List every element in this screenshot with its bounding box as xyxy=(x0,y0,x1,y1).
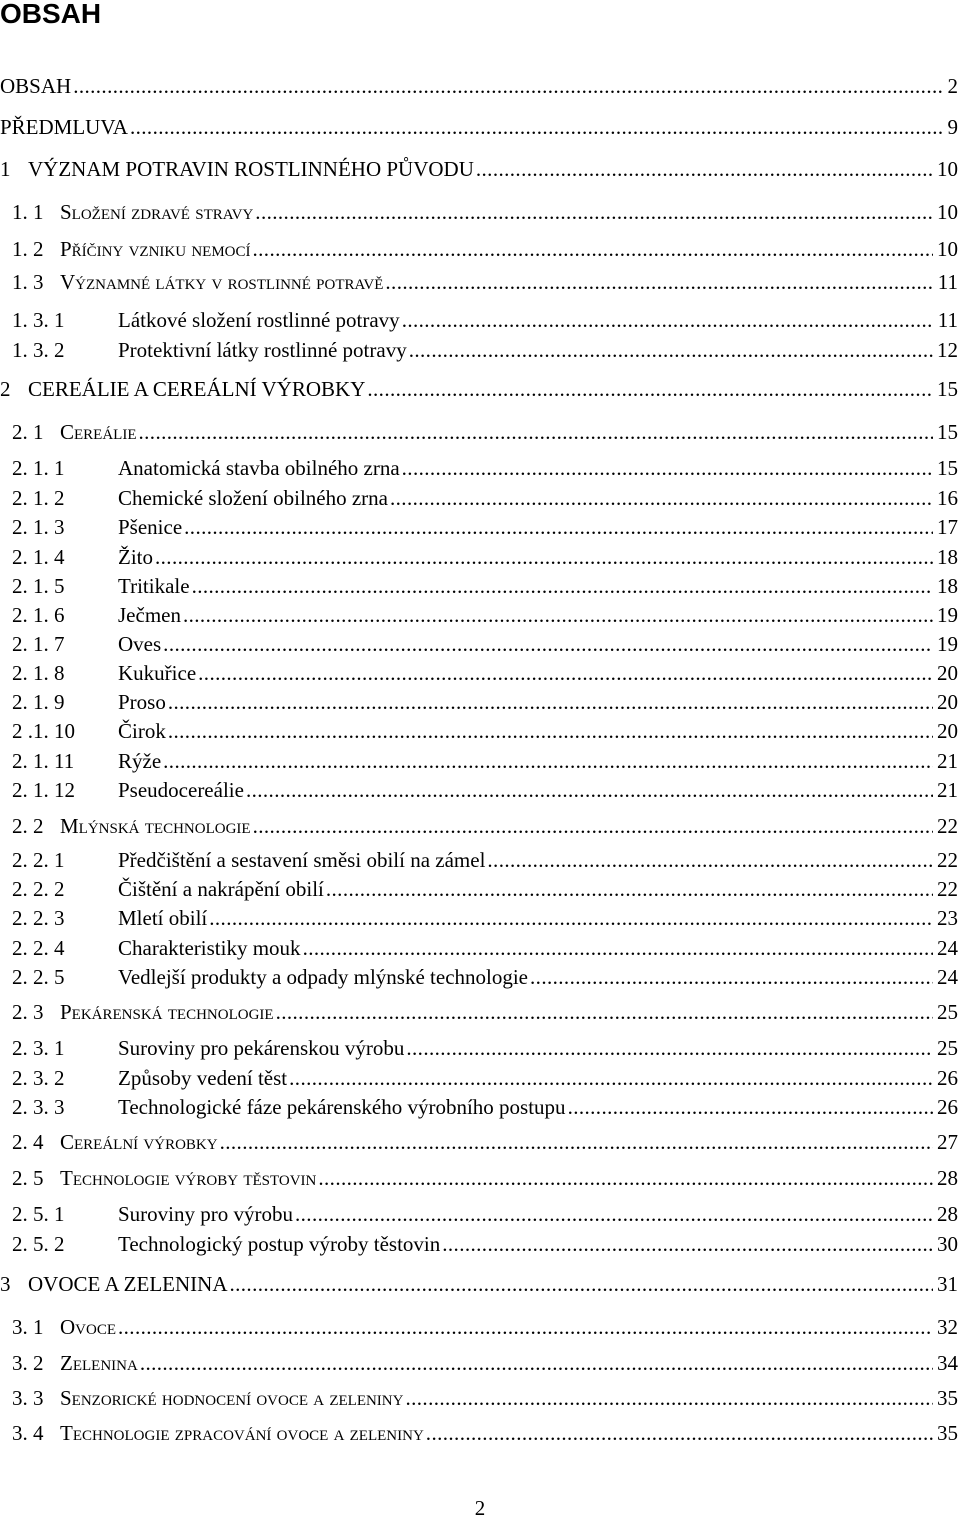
toc-dot-leader xyxy=(192,572,933,600)
toc-entry-number: 2. 1. 1 xyxy=(12,454,118,482)
toc-entry-page: 19 xyxy=(937,630,960,658)
toc-entry-title: VÝZNAM POTRAVIN ROSTLINNÉHO PŮVODU xyxy=(28,155,474,183)
toc-entry-title: Technologie výroby těstovin xyxy=(60,1164,316,1192)
toc-entry-number: 2. 5. 1 xyxy=(12,1200,118,1228)
toc-dot-leader xyxy=(183,601,933,629)
toc-entry-page: 20 xyxy=(937,659,960,687)
toc-entry-number: 2. 1. 8 xyxy=(12,659,118,687)
toc-entry[interactable] xyxy=(12,572,960,600)
toc-entry-number: 1. 3 xyxy=(12,268,60,296)
toc-dot-leader xyxy=(253,812,933,840)
toc-entry[interactable] xyxy=(0,113,960,141)
toc-entry-number: 2. 2. 2 xyxy=(12,875,118,903)
toc-entry[interactable] xyxy=(12,998,960,1026)
toc-entry[interactable] xyxy=(12,601,960,629)
toc-entry-number: 2. 1. 5 xyxy=(12,572,118,600)
toc-entry-page: 35 xyxy=(937,1419,960,1447)
toc-entry-title: Cereálie xyxy=(60,418,137,446)
toc-entry[interactable] xyxy=(12,484,960,512)
toc-dot-leader xyxy=(255,198,933,226)
toc-entry-title: Čištění a nakrápění obilí xyxy=(118,875,324,903)
toc-entry-number: 2. 3. 1 xyxy=(12,1034,118,1062)
toc-entry-page: 22 xyxy=(937,812,960,840)
toc-dot-leader xyxy=(568,1093,933,1121)
toc-dot-leader xyxy=(405,1384,933,1412)
toc-entry-title: PŘEDMLUVA xyxy=(0,113,128,141)
toc-dot-leader xyxy=(229,1270,933,1298)
toc-entry[interactable] xyxy=(12,904,960,932)
toc-dot-leader xyxy=(118,1313,933,1341)
toc-dot-leader xyxy=(163,630,933,658)
toc-dot-leader xyxy=(295,1200,933,1228)
toc-entry[interactable] xyxy=(12,1093,960,1121)
toc-entry[interactable] xyxy=(12,846,960,874)
toc-dot-leader xyxy=(198,659,933,687)
toc-dot-leader xyxy=(406,1034,933,1062)
toc-entry-number: 2. 1 xyxy=(12,418,60,446)
toc-entry[interactable] xyxy=(12,268,960,296)
toc-entry[interactable] xyxy=(12,1230,960,1258)
toc-entry-number: 2. 2 xyxy=(12,812,60,840)
toc-entry-number: 3 xyxy=(0,1270,28,1298)
toc-dot-leader xyxy=(385,268,933,296)
toc-entry[interactable] xyxy=(12,659,960,687)
toc-entry-page: 10 xyxy=(937,198,960,226)
toc-entry[interactable] xyxy=(12,1064,960,1092)
toc-dot-leader xyxy=(289,1064,933,1092)
toc-entry[interactable] xyxy=(12,1128,960,1156)
toc-dot-leader xyxy=(276,998,933,1026)
toc-entry[interactable] xyxy=(12,1419,960,1447)
toc-entry-page: 11 xyxy=(938,306,960,334)
toc-dot-leader xyxy=(140,1349,933,1377)
toc-dot-leader xyxy=(163,747,933,775)
toc-entry-title: Technologické fáze pekárenského výrobního postupu xyxy=(118,1093,566,1121)
toc-dot-leader xyxy=(326,875,933,903)
toc-entry-number: 2. 5 xyxy=(12,1164,60,1192)
toc-entry-title: Charakteristiky mouk xyxy=(118,934,301,962)
toc-entry-title: Technologie zpracování ovoce a zeleniny xyxy=(60,1419,424,1447)
toc-dot-leader xyxy=(73,72,943,100)
toc-entry-title: Suroviny pro výrobu xyxy=(118,1200,293,1228)
toc-entry-number: 2 xyxy=(0,375,28,403)
toc-entry-number: 2. 5. 2 xyxy=(12,1230,118,1258)
toc-entry-number: 2. 2. 3 xyxy=(12,904,118,932)
toc-entry-page: 20 xyxy=(937,688,960,716)
toc-entry-number: 1. 3. 1 xyxy=(12,306,118,334)
toc-entry-number: 3. 1 xyxy=(12,1313,60,1341)
toc-entry-number: 1 xyxy=(0,155,28,183)
toc-entry[interactable] xyxy=(12,543,960,571)
toc-dot-leader xyxy=(402,306,934,334)
toc-entry-number: 2 .1. 10 xyxy=(12,717,118,745)
toc-entry-page: 15 xyxy=(937,418,960,446)
toc-entry-title: Protektivní látky rostlinné potravy xyxy=(118,336,407,364)
toc-entry-title: Příčiny vzniku nemocí xyxy=(60,235,251,263)
toc-dot-leader xyxy=(246,776,933,804)
toc-dot-leader xyxy=(303,934,933,962)
toc-entry-title: Významné látky v rostlinné potravě xyxy=(60,268,383,296)
toc-entry-page: 35 xyxy=(937,1384,960,1412)
toc-entry[interactable] xyxy=(12,198,960,226)
toc-entry-number: 2. 2. 5 xyxy=(12,963,118,991)
toc-entry-number: 3. 4 xyxy=(12,1419,60,1447)
toc-entry[interactable] xyxy=(12,1349,960,1377)
toc-dot-leader xyxy=(168,717,933,745)
toc-entry-title: Čirok xyxy=(118,717,166,745)
toc-entry-page: 18 xyxy=(937,543,960,571)
toc-entry-title: Pekárenská technologie xyxy=(60,998,274,1026)
toc-entry-title: Mlýnská technologie xyxy=(60,812,251,840)
toc-entry-number: 2. 1. 11 xyxy=(12,747,118,775)
toc-dot-leader xyxy=(402,454,933,482)
toc-entry-title: Cereální výrobky xyxy=(60,1128,218,1156)
toc-entry-number: 3. 2 xyxy=(12,1349,60,1377)
toc-entry-number: 2. 1. 12 xyxy=(12,776,118,804)
toc-entry-title: Zelenina xyxy=(60,1349,138,1377)
toc-entry-title: Ječmen xyxy=(118,601,181,629)
toc-entry-number: 2. 2. 4 xyxy=(12,934,118,962)
toc-entry-number: 1. 3. 2 xyxy=(12,336,118,364)
toc-entry-title: Rýže xyxy=(118,747,161,775)
toc-entry-page: 20 xyxy=(937,717,960,745)
toc-entry-page: 10 xyxy=(937,235,960,263)
toc-dot-leader xyxy=(318,1164,933,1192)
toc-entry[interactable] xyxy=(12,336,960,364)
toc-entry[interactable] xyxy=(12,1200,960,1228)
toc-entry[interactable] xyxy=(12,1384,960,1412)
toc-entry-page: 31 xyxy=(937,1270,960,1298)
toc-entry-number: 2. 3. 2 xyxy=(12,1064,118,1092)
toc-entry-number: 2. 1. 9 xyxy=(12,688,118,716)
toc-entry-number: 1. 1 xyxy=(12,198,60,226)
toc-entry[interactable] xyxy=(0,72,960,100)
toc-entry-title: Látkové složení rostlinné potravy xyxy=(118,306,400,334)
toc-entry-number: 2. 1. 6 xyxy=(12,601,118,629)
toc-entry-number: 2. 3 xyxy=(12,998,60,1026)
toc-entry[interactable] xyxy=(12,454,960,482)
toc-entry-page: 26 xyxy=(937,1093,960,1121)
toc-entry-title: Složení zdravé stravy xyxy=(60,198,253,226)
toc-entry[interactable] xyxy=(12,963,960,991)
toc-dot-leader xyxy=(409,336,933,364)
toc-entry-title: Pseudocereálie xyxy=(118,776,244,804)
toc-dot-leader xyxy=(155,543,933,571)
toc-entry[interactable] xyxy=(12,776,960,804)
toc-entry[interactable] xyxy=(12,418,960,446)
toc-entry-page: 10 xyxy=(937,155,960,183)
page-heading: OBSAH xyxy=(0,0,101,32)
toc-dot-leader xyxy=(209,904,933,932)
toc-dot-leader xyxy=(487,846,933,874)
toc-dot-leader xyxy=(476,155,933,183)
toc-entry-number: 2. 2. 1 xyxy=(12,846,118,874)
toc-entry[interactable] xyxy=(12,306,960,334)
toc-entry[interactable] xyxy=(12,1034,960,1062)
toc-entry-title: Oves xyxy=(118,630,161,658)
toc-entry[interactable] xyxy=(0,1270,960,1298)
toc-entry-page: 2 xyxy=(948,72,960,100)
toc-entry-page: 22 xyxy=(937,875,960,903)
toc-entry-title: Pšenice xyxy=(118,513,182,541)
toc-entry-page: 34 xyxy=(937,1349,960,1377)
toc-entry-page: 9 xyxy=(948,113,960,141)
toc-entry[interactable] xyxy=(0,155,960,183)
page-number: 2 xyxy=(0,1494,960,1522)
toc-entry-page: 25 xyxy=(937,998,960,1026)
toc-entry-page: 30 xyxy=(937,1230,960,1258)
toc-entry-page: 16 xyxy=(937,484,960,512)
toc-entry[interactable] xyxy=(12,1313,960,1341)
toc-entry-title: Způsoby vedení těst xyxy=(118,1064,287,1092)
toc-entry-title: Chemické složení obilného zrna xyxy=(118,484,388,512)
toc-entry-page: 12 xyxy=(937,336,960,364)
toc-dot-leader xyxy=(426,1419,933,1447)
toc-entry-page: 28 xyxy=(937,1164,960,1192)
toc-entry-page: 23 xyxy=(937,904,960,932)
toc-entry-page: 21 xyxy=(937,747,960,775)
toc-entry-title: Tritikale xyxy=(118,572,190,600)
toc-entry-title: Technologický postup výroby těstovin xyxy=(118,1230,440,1258)
toc-entry-title: Kukuřice xyxy=(118,659,196,687)
toc-entry-number: 2. 1. 4 xyxy=(12,543,118,571)
toc-entry-page: 22 xyxy=(937,846,960,874)
toc-entry-title: Vedlejší produkty a odpady mlýnské technologie xyxy=(118,963,528,991)
toc-dot-leader xyxy=(139,418,934,446)
toc-entry-page: 28 xyxy=(937,1200,960,1228)
toc-entry[interactable] xyxy=(12,875,960,903)
toc-entry-page: 25 xyxy=(937,1034,960,1062)
toc-entry-title: Suroviny pro pekárenskou výrobu xyxy=(118,1034,404,1062)
toc-entry-page: 24 xyxy=(937,934,960,962)
toc-entry-number: 2. 1. 2 xyxy=(12,484,118,512)
toc-entry[interactable] xyxy=(12,812,960,840)
toc-dot-leader xyxy=(168,688,933,716)
toc-entry-page: 11 xyxy=(938,268,960,296)
toc-entry-title: Senzorické hodnocení ovoce a zeleniny xyxy=(60,1384,403,1412)
toc-entry-title: Mletí obilí xyxy=(118,904,207,932)
toc-entry[interactable] xyxy=(12,513,960,541)
toc-entry-title: Žito xyxy=(118,543,153,571)
toc-dot-leader xyxy=(390,484,933,512)
toc-entry-title: OVOCE A ZELENINA xyxy=(28,1270,227,1298)
toc-entry-number: 2. 4 xyxy=(12,1128,60,1156)
toc-dot-leader xyxy=(130,113,944,141)
toc-entry-page: 27 xyxy=(937,1128,960,1156)
toc-entry-page: 18 xyxy=(937,572,960,600)
toc-entry-page: 24 xyxy=(937,963,960,991)
toc-entry-page: 19 xyxy=(937,601,960,629)
toc-dot-leader xyxy=(530,963,933,991)
toc-entry-number: 3. 3 xyxy=(12,1384,60,1412)
toc-entry[interactable] xyxy=(12,235,960,263)
toc-entry-title: Proso xyxy=(118,688,166,716)
toc-entry[interactable] xyxy=(12,630,960,658)
toc-entry-page: 26 xyxy=(937,1064,960,1092)
toc-entry-page: 21 xyxy=(937,776,960,804)
toc-entry-page: 32 xyxy=(937,1313,960,1341)
toc-entry[interactable] xyxy=(12,747,960,775)
toc-entry[interactable] xyxy=(0,375,960,403)
toc-entry-number: 2. 3. 3 xyxy=(12,1093,118,1121)
toc-entry-number: 2. 1. 3 xyxy=(12,513,118,541)
toc-entry-title: Ovoce xyxy=(60,1313,116,1341)
toc-entry-title: Anatomická stavba obilného zrna xyxy=(118,454,400,482)
toc-dot-leader xyxy=(367,375,933,403)
toc-entry[interactable] xyxy=(12,688,960,716)
toc-entry-page: 15 xyxy=(937,375,960,403)
toc-entry[interactable] xyxy=(12,717,960,745)
toc-entry-title: Předčištění a sestavení směsi obilí na zámel xyxy=(118,846,485,874)
toc-entry-number: 1. 2 xyxy=(12,235,60,263)
toc-entry-title: OBSAH xyxy=(0,72,71,100)
toc-entry-title: CEREÁLIE A CEREÁLNÍ VÝROBKY xyxy=(28,375,365,403)
toc-dot-leader xyxy=(220,1128,933,1156)
toc-dot-leader xyxy=(184,513,933,541)
toc-entry-page: 17 xyxy=(937,513,960,541)
toc-dot-leader xyxy=(253,235,934,263)
toc-entry-number: 2. 1. 7 xyxy=(12,630,118,658)
toc-entry-page: 15 xyxy=(937,454,960,482)
toc-entry[interactable] xyxy=(12,934,960,962)
toc-entry[interactable] xyxy=(12,1164,960,1192)
toc-dot-leader xyxy=(442,1230,933,1258)
